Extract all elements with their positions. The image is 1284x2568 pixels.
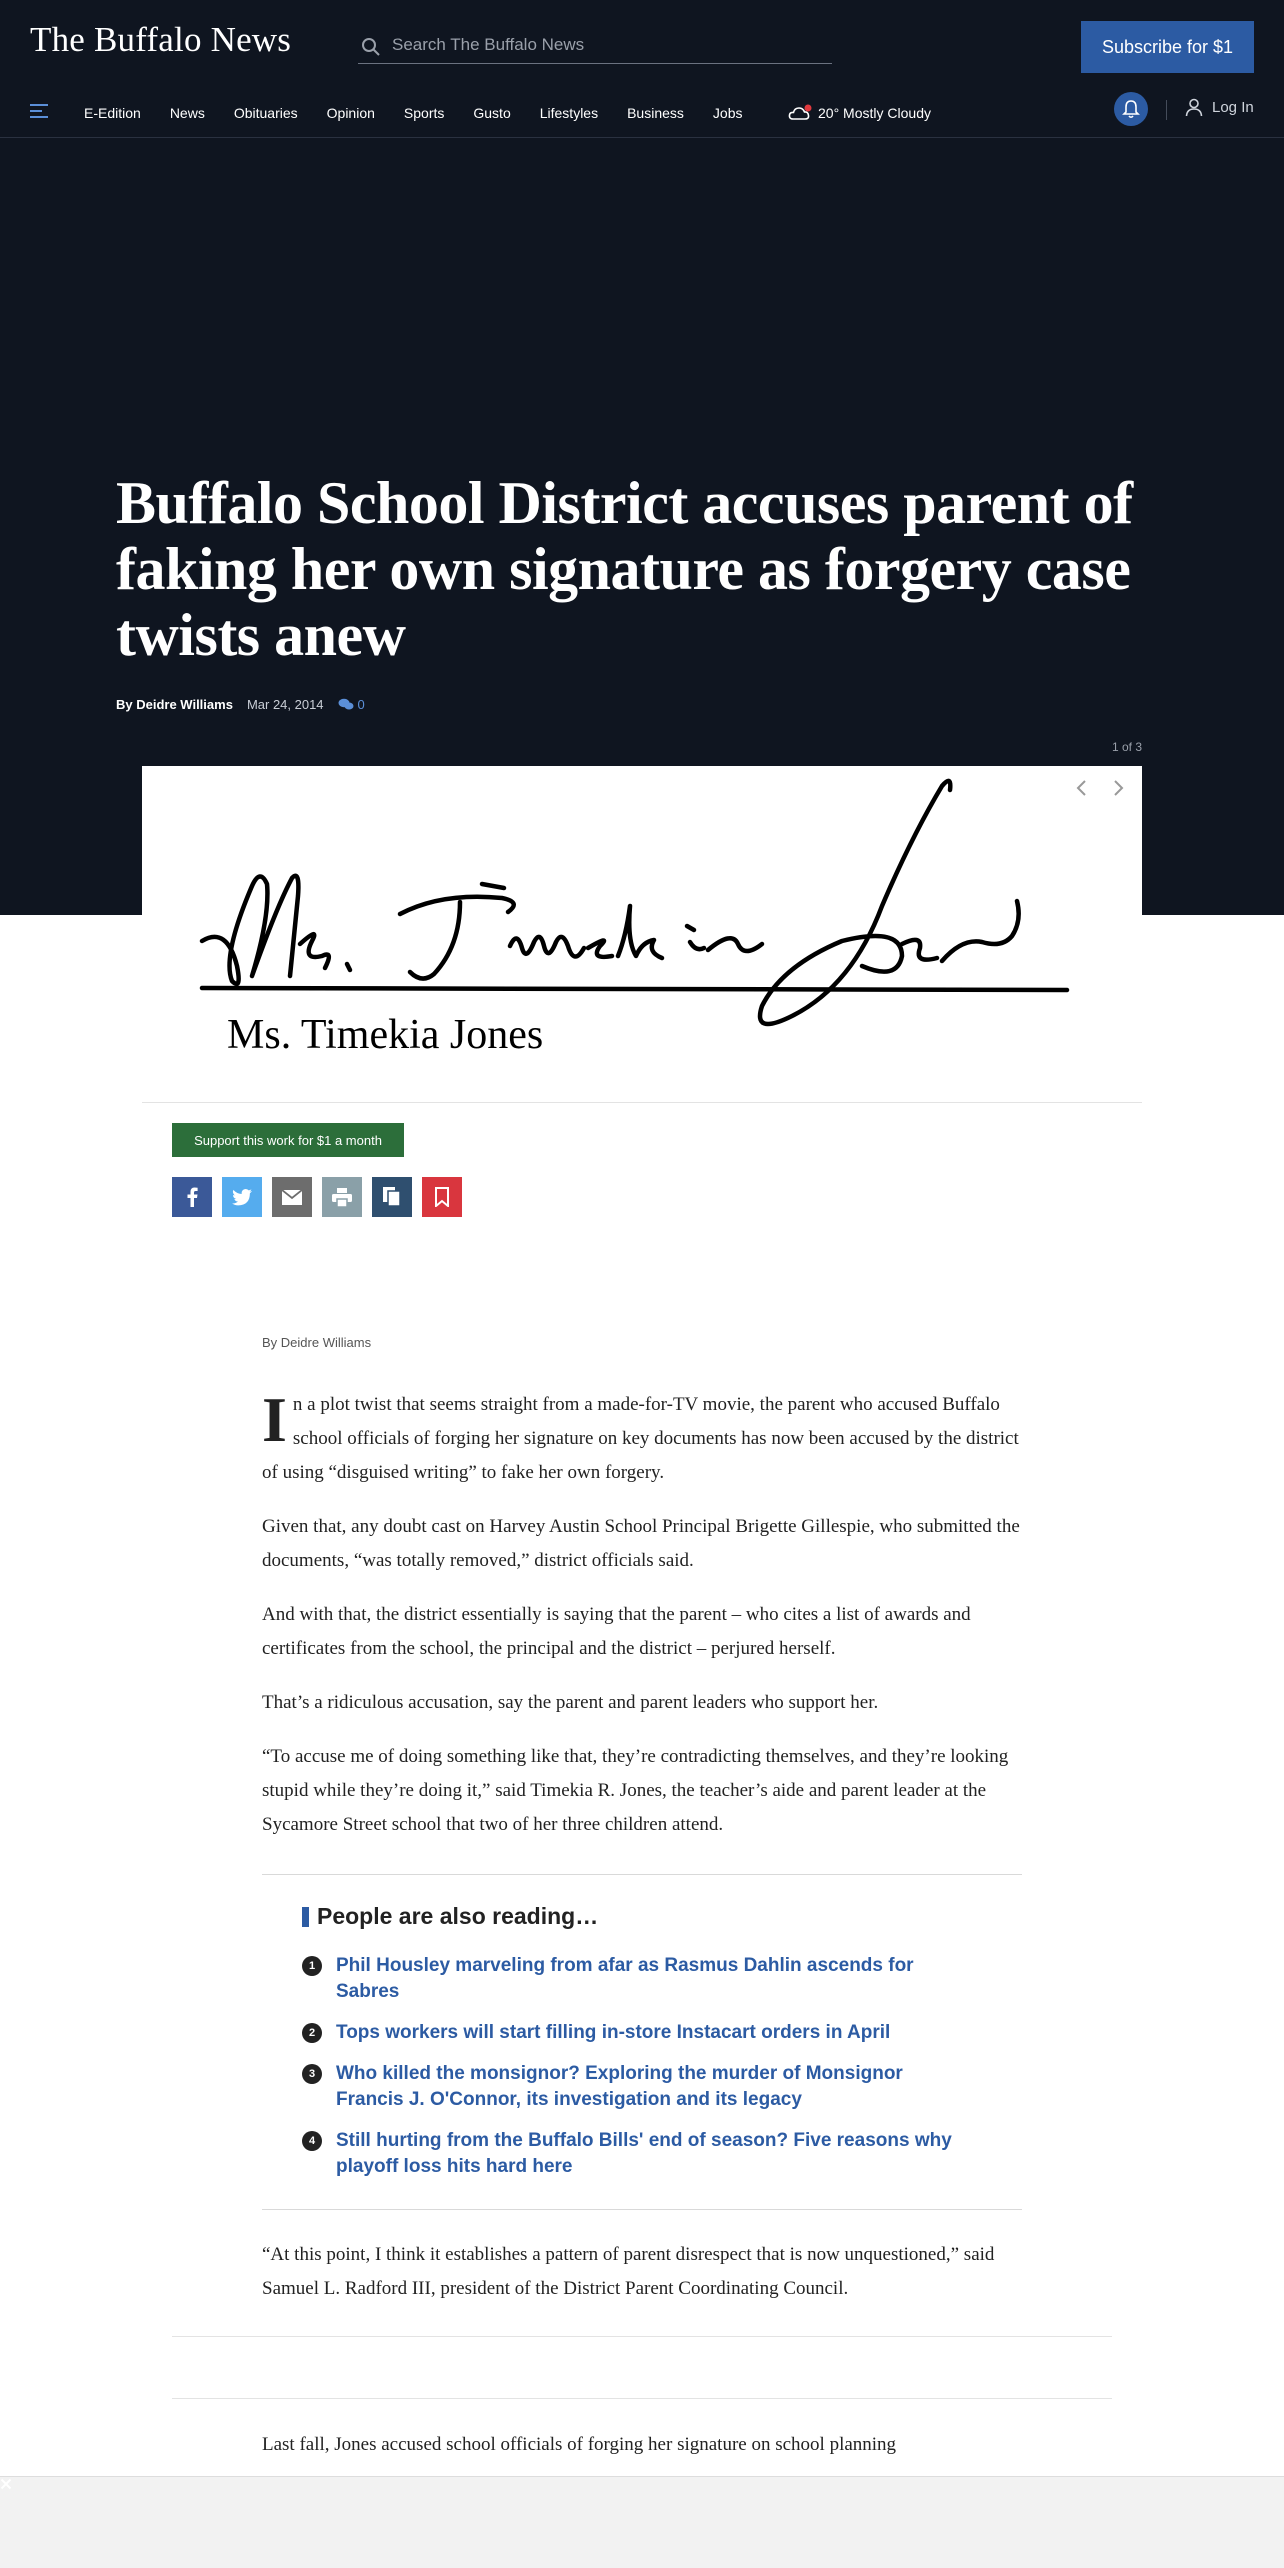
gallery-image[interactable] xyxy=(142,766,1142,1104)
article-body xyxy=(262,1335,1022,1862)
paragraph-6: “At this point, I think it establishes a pattern of parent disrespect that is now unquestioned,” said Samuel L. Radford III, president of the District Parent Coordinating Council. xyxy=(262,2244,995,2299)
cookie-close-button[interactable] xyxy=(0,2476,1284,2568)
main-nav xyxy=(0,88,1284,138)
bookmark-button[interactable] xyxy=(422,1177,462,1217)
login-link[interactable] xyxy=(1184,97,1254,117)
copy-link-button[interactable] xyxy=(372,1177,412,1217)
top-header xyxy=(0,0,1284,88)
gallery-next-icon[interactable] xyxy=(1108,778,1128,798)
signature-image xyxy=(142,766,1142,1104)
ad-divider-bottom xyxy=(172,2398,1112,2399)
nav-item-e-edition[interactable]: E-Edition xyxy=(84,105,141,121)
paragraph-3: And with that, the district essentially is saying that the parent – who cites a list of awards and certificates from the school, the principal and the district – perjured herself. xyxy=(262,1604,971,1659)
paragraph-5: “To accuse me of doing something like that, they’re contradicting themselves, and they’re looking stupid while they’re doing it,” said Timekia R. Jones, the teacher’s aide and parent leader at the Sycamore Street school that two of her three children attend. xyxy=(262,1746,1009,1835)
nav-item-news[interactable]: News xyxy=(169,105,205,121)
close-icon xyxy=(0,2478,12,2490)
email-share-button[interactable] xyxy=(272,1177,312,1217)
related-link[interactable]: Who killed the monsignor? Exploring the murder of Monsignor Francis J. O'Connor, its investigation and its legacy xyxy=(336,2063,903,2110)
related-number: 1 xyxy=(302,1956,322,1976)
related-number: 3 xyxy=(302,2064,322,2084)
comments-link[interactable] xyxy=(338,697,365,712)
weather-widget[interactable] xyxy=(788,88,931,138)
user-icon xyxy=(1184,97,1204,117)
search-input[interactable] xyxy=(392,32,822,58)
nav-item-lifestyles[interactable]: Lifestyles xyxy=(539,105,599,121)
gallery-counter: 1 of 3 xyxy=(1111,740,1142,754)
email-icon xyxy=(282,1190,302,1205)
related-articles xyxy=(262,1874,1022,2210)
related-number: 2 xyxy=(302,2023,322,2043)
facebook-icon xyxy=(186,1187,198,1207)
bell-icon xyxy=(1122,99,1140,119)
signature-caption: Ms. Timekia Jones xyxy=(227,1012,544,1058)
nav-item-opinion[interactable]: Opinion xyxy=(326,105,375,121)
menu-icon[interactable] xyxy=(30,102,50,120)
related-title: People are also reading… xyxy=(302,1903,598,1930)
article-headline: Buffalo School District accuses parent of faking her own signature as forgery case twists anew xyxy=(116,470,1133,668)
publish-date: Mar 24, 2014 xyxy=(246,697,324,712)
article-byline xyxy=(116,697,365,712)
nav-item-obituaries[interactable]: Obituaries xyxy=(233,105,298,121)
support-button[interactable]: Support this work for $1 a month xyxy=(172,1123,404,1157)
notifications-button[interactable] xyxy=(1114,92,1148,126)
body-byline: By Deidre Williams xyxy=(262,1335,372,1350)
nav-item-gusto[interactable]: Gusto xyxy=(473,105,511,121)
copy-icon xyxy=(383,1187,401,1207)
search-box[interactable] xyxy=(358,28,832,64)
nav-item-sports[interactable]: Sports xyxy=(403,105,445,121)
cloud-icon xyxy=(788,103,814,123)
author-name[interactable]: By Deidre Williams xyxy=(116,697,233,712)
nav-divider xyxy=(1166,100,1167,120)
paragraph-1 xyxy=(262,1384,1022,1490)
related-number: 4 xyxy=(302,2131,322,2151)
related-item xyxy=(302,2061,962,2113)
site-logo[interactable]: The Buffalo News xyxy=(30,20,292,59)
related-item xyxy=(302,2128,962,2180)
twitter-icon xyxy=(232,1189,252,1206)
photo-divider xyxy=(142,1102,1142,1103)
related-list xyxy=(302,1953,962,2195)
nav-item-jobs[interactable]: Jobs xyxy=(712,105,743,121)
subscribe-button[interactable]: Subscribe for $1 xyxy=(1081,21,1254,73)
facebook-share-button[interactable] xyxy=(172,1177,212,1217)
nav-item-business[interactable]: Business xyxy=(627,105,684,121)
login-label: Log In xyxy=(1212,98,1254,116)
bookmark-icon xyxy=(435,1187,449,1207)
related-item xyxy=(302,1953,962,2005)
paragraph-4: That’s a ridiculous accusation, say the parent and parent leaders who support her. xyxy=(262,1692,879,1713)
print-icon xyxy=(332,1188,352,1207)
twitter-share-button[interactable] xyxy=(222,1177,262,1217)
share-toolbar xyxy=(172,1177,472,1217)
weather-text: 20° Mostly Cloudy xyxy=(818,105,931,121)
paragraph-7: Last fall, Jones accused school officials of forging her signature on school planning xyxy=(262,2434,897,2455)
related-link[interactable]: Tops workers will start filling in-store Instacart orders in April xyxy=(336,2022,891,2043)
gallery-prev-icon[interactable] xyxy=(1072,778,1092,798)
comments-icon xyxy=(338,698,354,711)
related-link[interactable]: Phil Housley marveling from afar as Rasmus Dahlin ascends for Sabres xyxy=(336,1955,914,2002)
paragraph-1-text: n a plot twist that seems straight from a made-for-TV movie, the parent who accused Buffalo school officials of forging her signature on key documents has now been accused by the district of using “disguised writing” to fake her own forgery. xyxy=(262,1394,1019,1483)
paragraph-2: Given that, any doubt cast on Harvey Austin School Principal Brigette Gillespie, who submitted the documents, “was totally removed,” district officials said. xyxy=(262,1516,1020,1571)
print-button[interactable] xyxy=(322,1177,362,1217)
drop-cap: I xyxy=(262,1384,287,1455)
comment-count: 0 xyxy=(357,697,365,712)
ad-divider-top xyxy=(172,2336,1112,2337)
related-item xyxy=(302,2020,962,2046)
related-link[interactable]: Still hurting from the Buffalo Bills' end of season? Five reasons why playoff loss hits hard here xyxy=(336,2130,952,2177)
search-icon xyxy=(360,36,382,58)
nav-links xyxy=(84,88,771,138)
